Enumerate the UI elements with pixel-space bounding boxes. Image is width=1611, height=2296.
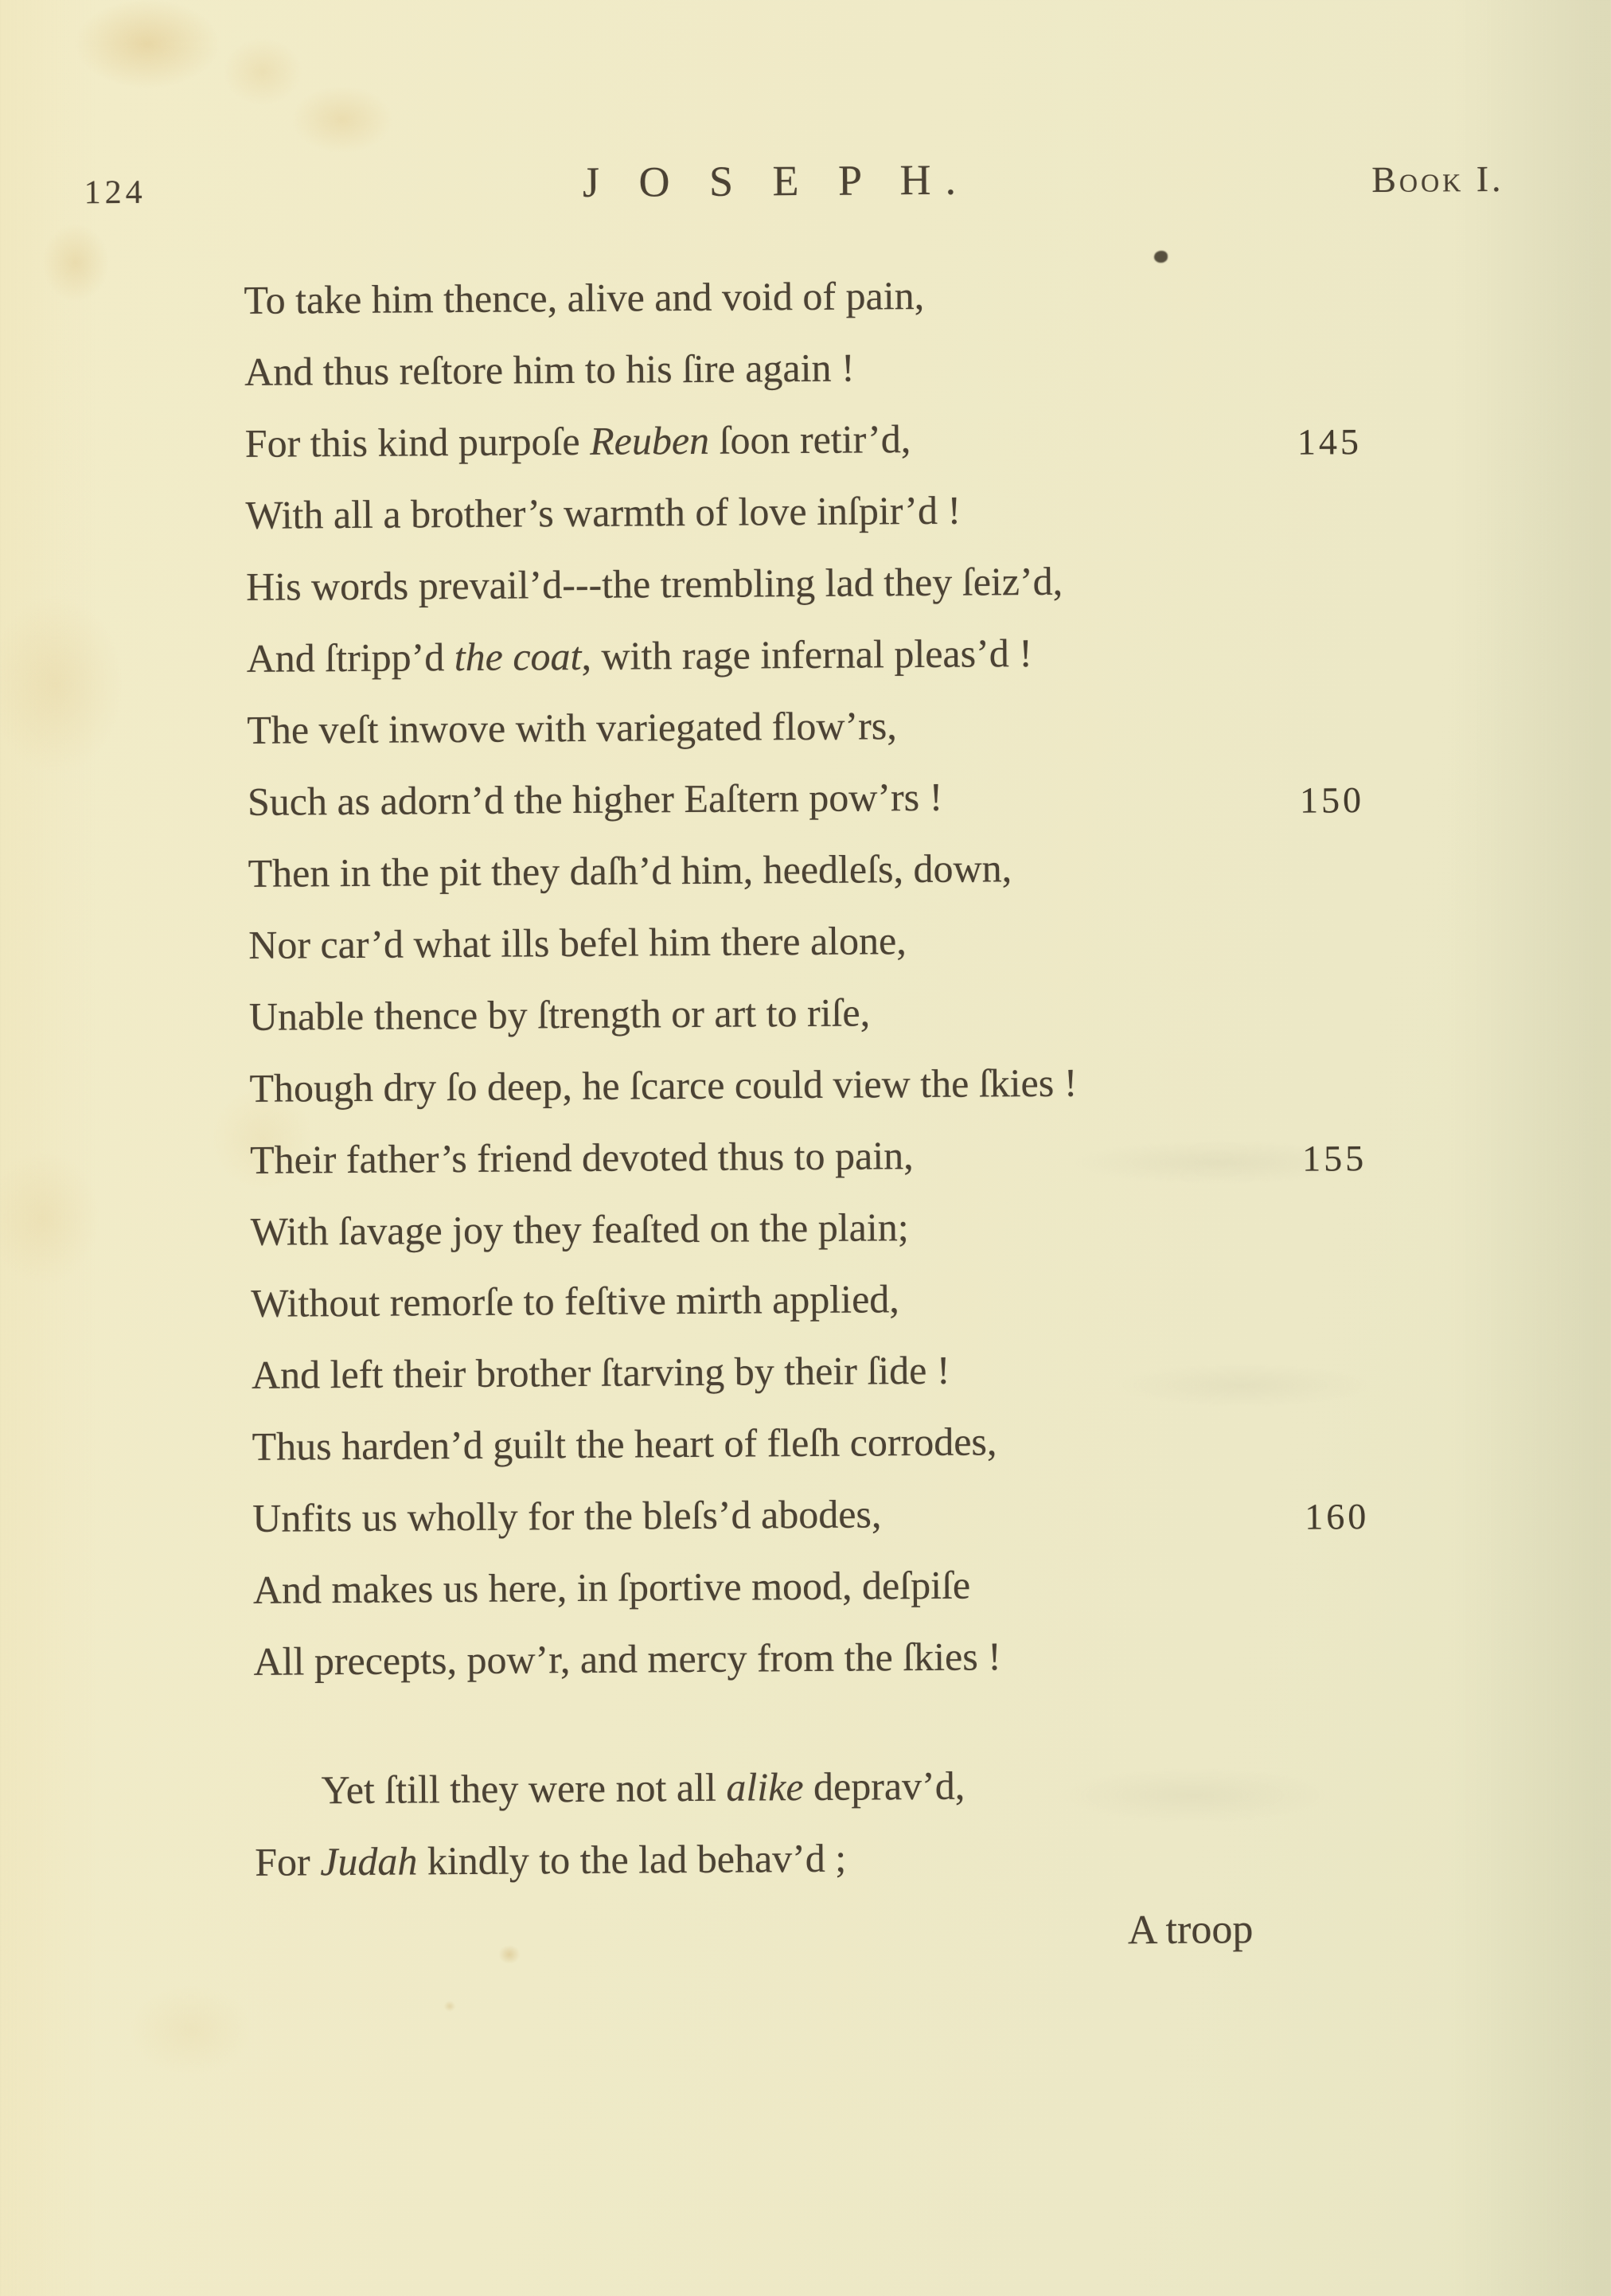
line-number: 155	[1301, 1138, 1367, 1179]
poem-line-text	[252, 1348, 950, 1397]
poem-line-text	[252, 1491, 882, 1540]
poem-line-text	[248, 845, 1012, 896]
poem-segment: Their father’s friend devoted thus to pain,	[249, 1133, 914, 1182]
poem-segment: All precepts, pow’r, and mercy from the ſkies !	[253, 1634, 1002, 1684]
book-label: Book I.	[1371, 158, 1504, 201]
poem-line	[247, 686, 1418, 766]
poem-line	[244, 256, 1414, 336]
line-number: 160	[1305, 1496, 1370, 1537]
poem-line	[244, 328, 1415, 408]
poem-segment: Then in the pit they daſh’d him, heedleſs, down,	[248, 845, 1012, 896]
poem-segment-italic: alike	[726, 1764, 804, 1810]
poem-segment: And makes us here, in ſportive mood, deſpiſe	[252, 1562, 971, 1612]
poem-line	[252, 1474, 1423, 1554]
poem-segment: For this kind purpoſe	[244, 418, 591, 466]
poem-line	[252, 1331, 1422, 1411]
catchword: A troop	[1127, 1907, 1254, 1954]
poem-line-text	[248, 775, 943, 824]
poem-segment-italic: Reuben	[589, 417, 710, 463]
poem-line	[249, 973, 1420, 1052]
page-number: 124	[84, 174, 146, 212]
poem-segment: Without remorſe to feſtive mirth applied,	[251, 1276, 899, 1326]
poem-segment: With ſavage joy they feaſted on the plain;	[250, 1205, 909, 1254]
poem-line	[248, 830, 1418, 909]
running-title: J O S E P H.	[582, 155, 971, 206]
poem-line	[245, 400, 1416, 479]
poem-line-text	[244, 346, 855, 394]
poem-segment: Such as adorn’d the higher Eaſtern pow’rs !	[247, 774, 943, 824]
poem-segment: And ſtripp’d	[246, 635, 454, 681]
poem-line	[249, 1045, 1420, 1124]
poem-segment-italic: Judah	[320, 1838, 418, 1884]
poem-segment: deprav’d,	[803, 1763, 965, 1810]
poem-line	[253, 1618, 1424, 1697]
poem-line	[250, 1188, 1421, 1267]
poem-segment: Unable thence by ſtrength or art to riſe,	[248, 990, 871, 1039]
poem-segment: Though dry ſo deep, he ſcarce could view the ſkies !	[249, 1060, 1078, 1111]
poem-line-text	[249, 990, 871, 1038]
line-number: 145	[1297, 421, 1363, 463]
poem-line-text	[249, 1060, 1077, 1111]
poem	[244, 256, 1425, 1898]
poem-segment: Thus harden’d guilt the heart of fleſh corrodes,	[252, 1419, 997, 1469]
poem-line-text	[253, 1634, 1001, 1684]
poem-line-text	[245, 488, 961, 537]
poem-segment: kindly to the lad behav’d ;	[417, 1835, 847, 1884]
poem-line-text	[251, 1276, 899, 1326]
poem-line-text	[321, 1763, 965, 1813]
poem-line	[248, 901, 1419, 981]
line-number: 150	[1299, 779, 1365, 821]
poem-line	[253, 1546, 1424, 1626]
poem-line-text	[252, 1419, 997, 1469]
poem-segment: Nor car’d what ills befel him there alone,	[248, 918, 907, 967]
poem-line	[252, 1403, 1422, 1482]
poem-line-text	[248, 918, 907, 967]
ink-spot	[1154, 251, 1168, 263]
poem-segment-italic: the coat	[454, 633, 582, 680]
poem-segment: To take him thence, alive and void of pain,	[244, 272, 925, 322]
poem-line-text	[247, 703, 897, 752]
poem-segment: And thus reſtore him to his ſire again !	[244, 345, 855, 394]
poem-line	[246, 615, 1417, 694]
poem-line	[254, 1747, 1425, 1826]
poem-segment: Unfits us wholly for the bleſs’d abodes,	[252, 1491, 882, 1540]
poem-segment: With all a brother’s warmth of love inſpir’d !	[245, 487, 962, 537]
poem-segment: ſoon retir’d,	[708, 416, 911, 463]
poem-segment: The veſt inwove with variegated flow’rs,	[247, 703, 897, 752]
poem-line-text	[250, 1133, 914, 1182]
poem-line	[248, 758, 1418, 838]
poem-line	[255, 1818, 1426, 1898]
poem-segment: And left their brother ſtarving by their ſide !	[251, 1347, 950, 1397]
poem-segment: His words prevail’d---the trembling lad they ſeiz’d,	[245, 558, 1063, 609]
poem-line	[246, 543, 1417, 623]
poem-line-text	[244, 273, 924, 322]
poem-line-text	[253, 1563, 971, 1612]
poem-line	[245, 471, 1416, 551]
poem-line	[250, 1116, 1421, 1196]
poem-line	[251, 1259, 1422, 1339]
poem-line-text	[255, 1836, 846, 1884]
poem-segment: For	[255, 1839, 321, 1884]
poem-line-text	[246, 559, 1063, 609]
poem-segment: , with rage infernal pleas’d !	[581, 631, 1033, 678]
poem-line-text	[251, 1205, 909, 1254]
poem-line-text	[247, 631, 1033, 681]
poem-segment: Yet ſtill they were not all	[321, 1764, 727, 1813]
poem-line-text	[245, 416, 911, 466]
